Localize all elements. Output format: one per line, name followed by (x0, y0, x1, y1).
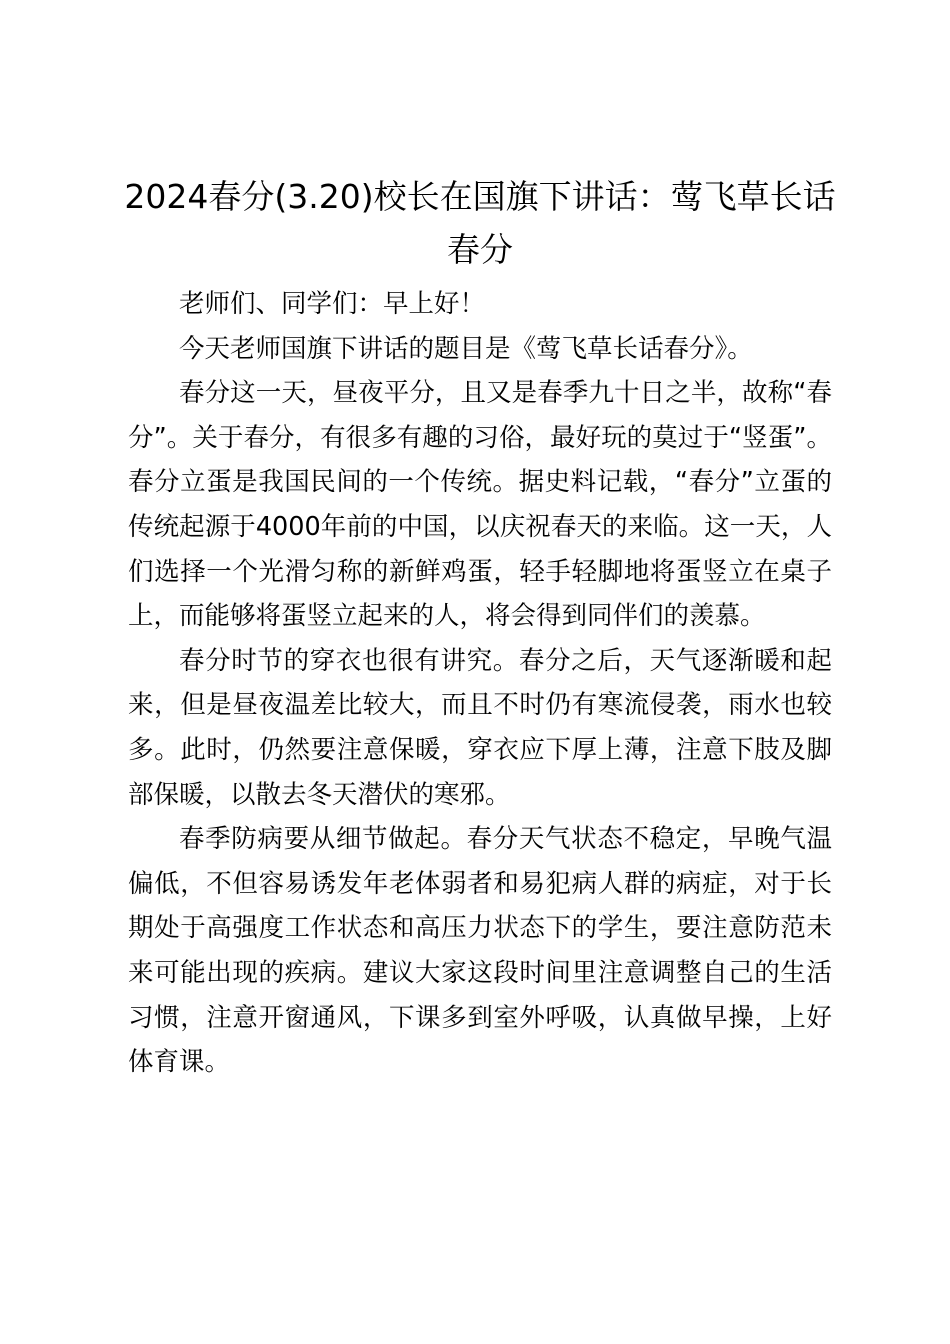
paragraph-customs: 春分这一天，昼夜平分，且又是春季九十日之半，故称“春分”。关于春分，有很多有趣的习俗，最好玩的莫过于“竖蛋”。春分立蛋是我国民间的一个传统。据史料记载，“春分”立蛋的传统起源于4000年前的中国，以庆祝春天的来临。这一天，人们选择一个光滑匀称的新鲜鸡蛋，轻手轻脚地将蛋竖立在桌子上，而能够将蛋竖立起来的人，将会得到同伴们的羡慕。 (128, 378, 832, 632)
document-page (124, 170, 836, 1085)
paragraph-clothing: 春分时节的穿衣也很有讲究。春分之后，天气逐渐暖和起来，但是昼夜温差比较大，而且不时仍有寒流侵袭，雨水也较多。此时，仍然要注意保暖，穿衣应下厚上薄，注意下肢及脚部保暖，以散去冬天潜伏的寒邪。 (128, 645, 832, 810)
paragraph-greeting: 老师们、同学们：早上好！ (179, 289, 486, 319)
paragraph-health: 春季防病要从细节做起。春分天气状态不稳定，早晚气温偏低，不但容易诱发年老体弱者和易犯病人群的病症，对于长期处于高强度工作状态和高压力状态下的学生，要注意防范未来可能出现的疾病。建议大家这段时间里注意调整自己的生活习惯，注意开窗通风，下课多到室外呼吸，认真做早操，上好体育课。 (128, 824, 832, 1078)
paragraph-topic: 今天老师国旗下讲话的题目是《莺飞草长话春分》。 (179, 333, 753, 364)
document-title: 2024春分(3.20)校长在国旗下讲话：莺飞草长话春分 (124, 177, 836, 269)
